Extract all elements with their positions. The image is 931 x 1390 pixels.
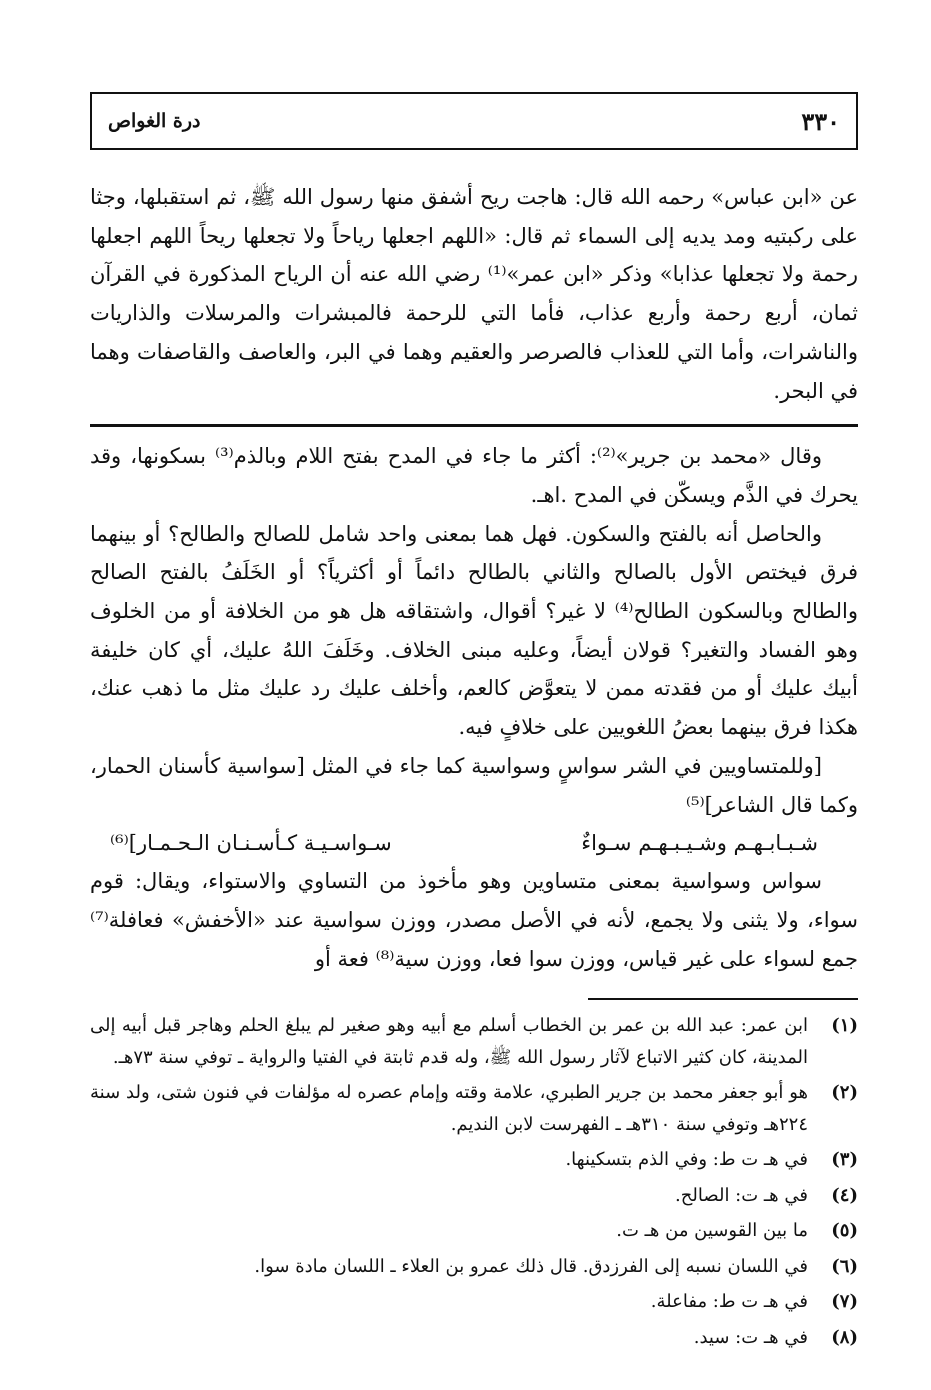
footnote-text: في هـ ت ط: مفاعلة. <box>650 1291 808 1313</box>
commentary-paragraph-4: سواس وسواسية بمعنى متساوين وهو مأخوذ من التساوي والاستواء، ويقال: قوم سواء، ولا يثنى ولا يجمع، لأنه في الأصل مصدر، ووزن سواسية عند «الأخفش» فعافلة⁽⁷⁾ جمع لسواء على غير قياس، ووزن سوا فعا، ووزن سية⁽⁸⁾ فعة أو <box>90 869 858 971</box>
footnote <box>90 1251 858 1283</box>
footnote-number: (٣) <box>831 1149 858 1171</box>
footnote <box>90 1215 858 1247</box>
footnote <box>90 1180 858 1212</box>
footnote <box>90 1077 858 1140</box>
footnote-text: ما بين القوسين من هـ ت. <box>616 1220 808 1242</box>
footnote-number: (٦) <box>831 1255 858 1277</box>
footnote-number: (٨) <box>831 1326 858 1348</box>
commentary-paragraph-1: وقال «محمد بن جرير»⁽²⁾: أكثر ما جاء في المدح بفتح اللام وبالذم⁽³⁾ بسكونها، وقد يحرك في الذَّم ويسكّن في المدح .اهـ. <box>90 444 858 507</box>
footnote-text: ابن عمر: عبد الله بن عمر بن الخطاب أسلم مع أبيه وهو صغير لم يبلغ الحلم وهاجر قبل أبيه إلى المدينة، كان كثير الاتباع لآثار رسول الله ﷺ، وله قدم ثابتة في الفتيا والرواية ـ توفي سنة ٧٣هـ. <box>90 1015 808 1068</box>
footnote <box>90 1286 858 1318</box>
footnote-number: (٧) <box>831 1291 858 1313</box>
footnote-number: (٥) <box>831 1220 858 1242</box>
main-text: عن «ابن عباس» رحمه الله قال: هاجت ريح أشفق منها رسول الله ﷺ، ثم استقبلها، وجثا على ركبتيه ومد يديه إلى السماء ثم قال: «اللهم اجعلها رياحاً ولا تجعلها ريحاً اللهم اجعلها رحمة ولا تجعلها عذابا» وذكر «ابن عمر»⁽¹⁾ رضي الله عنه أن الرياح المذكورة في القرآن ثمان، أربع رحمة وأربع عذاب، فأما التي للرحمة فالمبشرات والمرسلات والذاريات والناشرات، وأما التي للعذاب فالصرصر والعقيم وهما في البر، والعاصف والقاصفات وهما في البحر. <box>90 185 859 403</box>
book-title: درة الغواص <box>108 110 201 132</box>
verse-second-hemistich: سـواسـيـة كـأسـنـان الـحـمـار]⁽⁶⁾ <box>110 831 392 856</box>
commentary-paragraph-3: [وللمتساويين في الشر سواسٍ وسواسية كما جاء في المثل [سواسية كأسنان الحمار، وكما قال الشاعر]⁽⁵⁾ <box>90 753 858 817</box>
footnote <box>90 1010 858 1073</box>
book-page <box>90 92 858 1353</box>
footnotes <box>90 1010 858 1353</box>
footnote <box>90 1144 858 1176</box>
page-number: ٣٣٠ <box>801 106 840 136</box>
footnote-text: في هـ ت: الصالح. <box>675 1184 808 1206</box>
commentary <box>90 437 858 978</box>
footnote-number: (٤) <box>831 1184 858 1206</box>
footnote-text: في هـ ت: سيد. <box>693 1326 808 1348</box>
commentary-paragraph-2: والحاصل أنه بالفتح والسكون. فهل هما بمعنى واحد شامل للصالح والطالح؟ أو بينهما فرق فيختص الأول بالصالح والثاني بالطالح دائماً أو أكثرياً؟ أو الخَلَفُ بالفتح الصالح والطالح وبالسكون الطالح⁽⁴⁾ لا غير؟ أقوال، واشتقاقه هل هو من الخلافة أو من الخلوف وهو الفساد والتغير؟ قولان أيضاً، وعليه مبنى الخلاف. وخَلَفَ اللهُ عليك، أي كان خليفة أبيك عليك أو من فقدته ممن لا يتعوَّض كالعم، وأخلف عليك رد عليك مثل ما ذهب عنك، هكذا فرق بينهما بعضُ اللغويين على خلافٍ فيه. <box>90 521 858 740</box>
footnote <box>90 1322 858 1354</box>
page-header <box>90 92 858 150</box>
poetry-verse <box>90 824 858 862</box>
verse-first-hemistich: شـبـابـهـم وشـيـبـهـم سـواءٌ <box>581 831 818 856</box>
section-divider <box>90 424 858 427</box>
footnote-text: هو أبو جعفر محمد بن جرير الطبري، علامة وقته وإمام عصره له مؤلفات في فنون شتى، ولد سنة ٢٢٤هـ وتوفي سنة ٣١٠هـ ـ الفهرست لابن النديم. <box>90 1082 808 1135</box>
footnote-text: في هـ ت ط: وفي الذم بتسكينها. <box>565 1149 808 1171</box>
footnote-text: في اللسان نسبه إلى الفرزدق. قال ذلك عمرو بن العلاء ـ اللسان مادة سوا. <box>254 1255 808 1277</box>
footnote-number: (١) <box>831 1015 858 1037</box>
footnote-divider <box>588 998 858 1000</box>
footnote-number: (٢) <box>831 1082 858 1104</box>
